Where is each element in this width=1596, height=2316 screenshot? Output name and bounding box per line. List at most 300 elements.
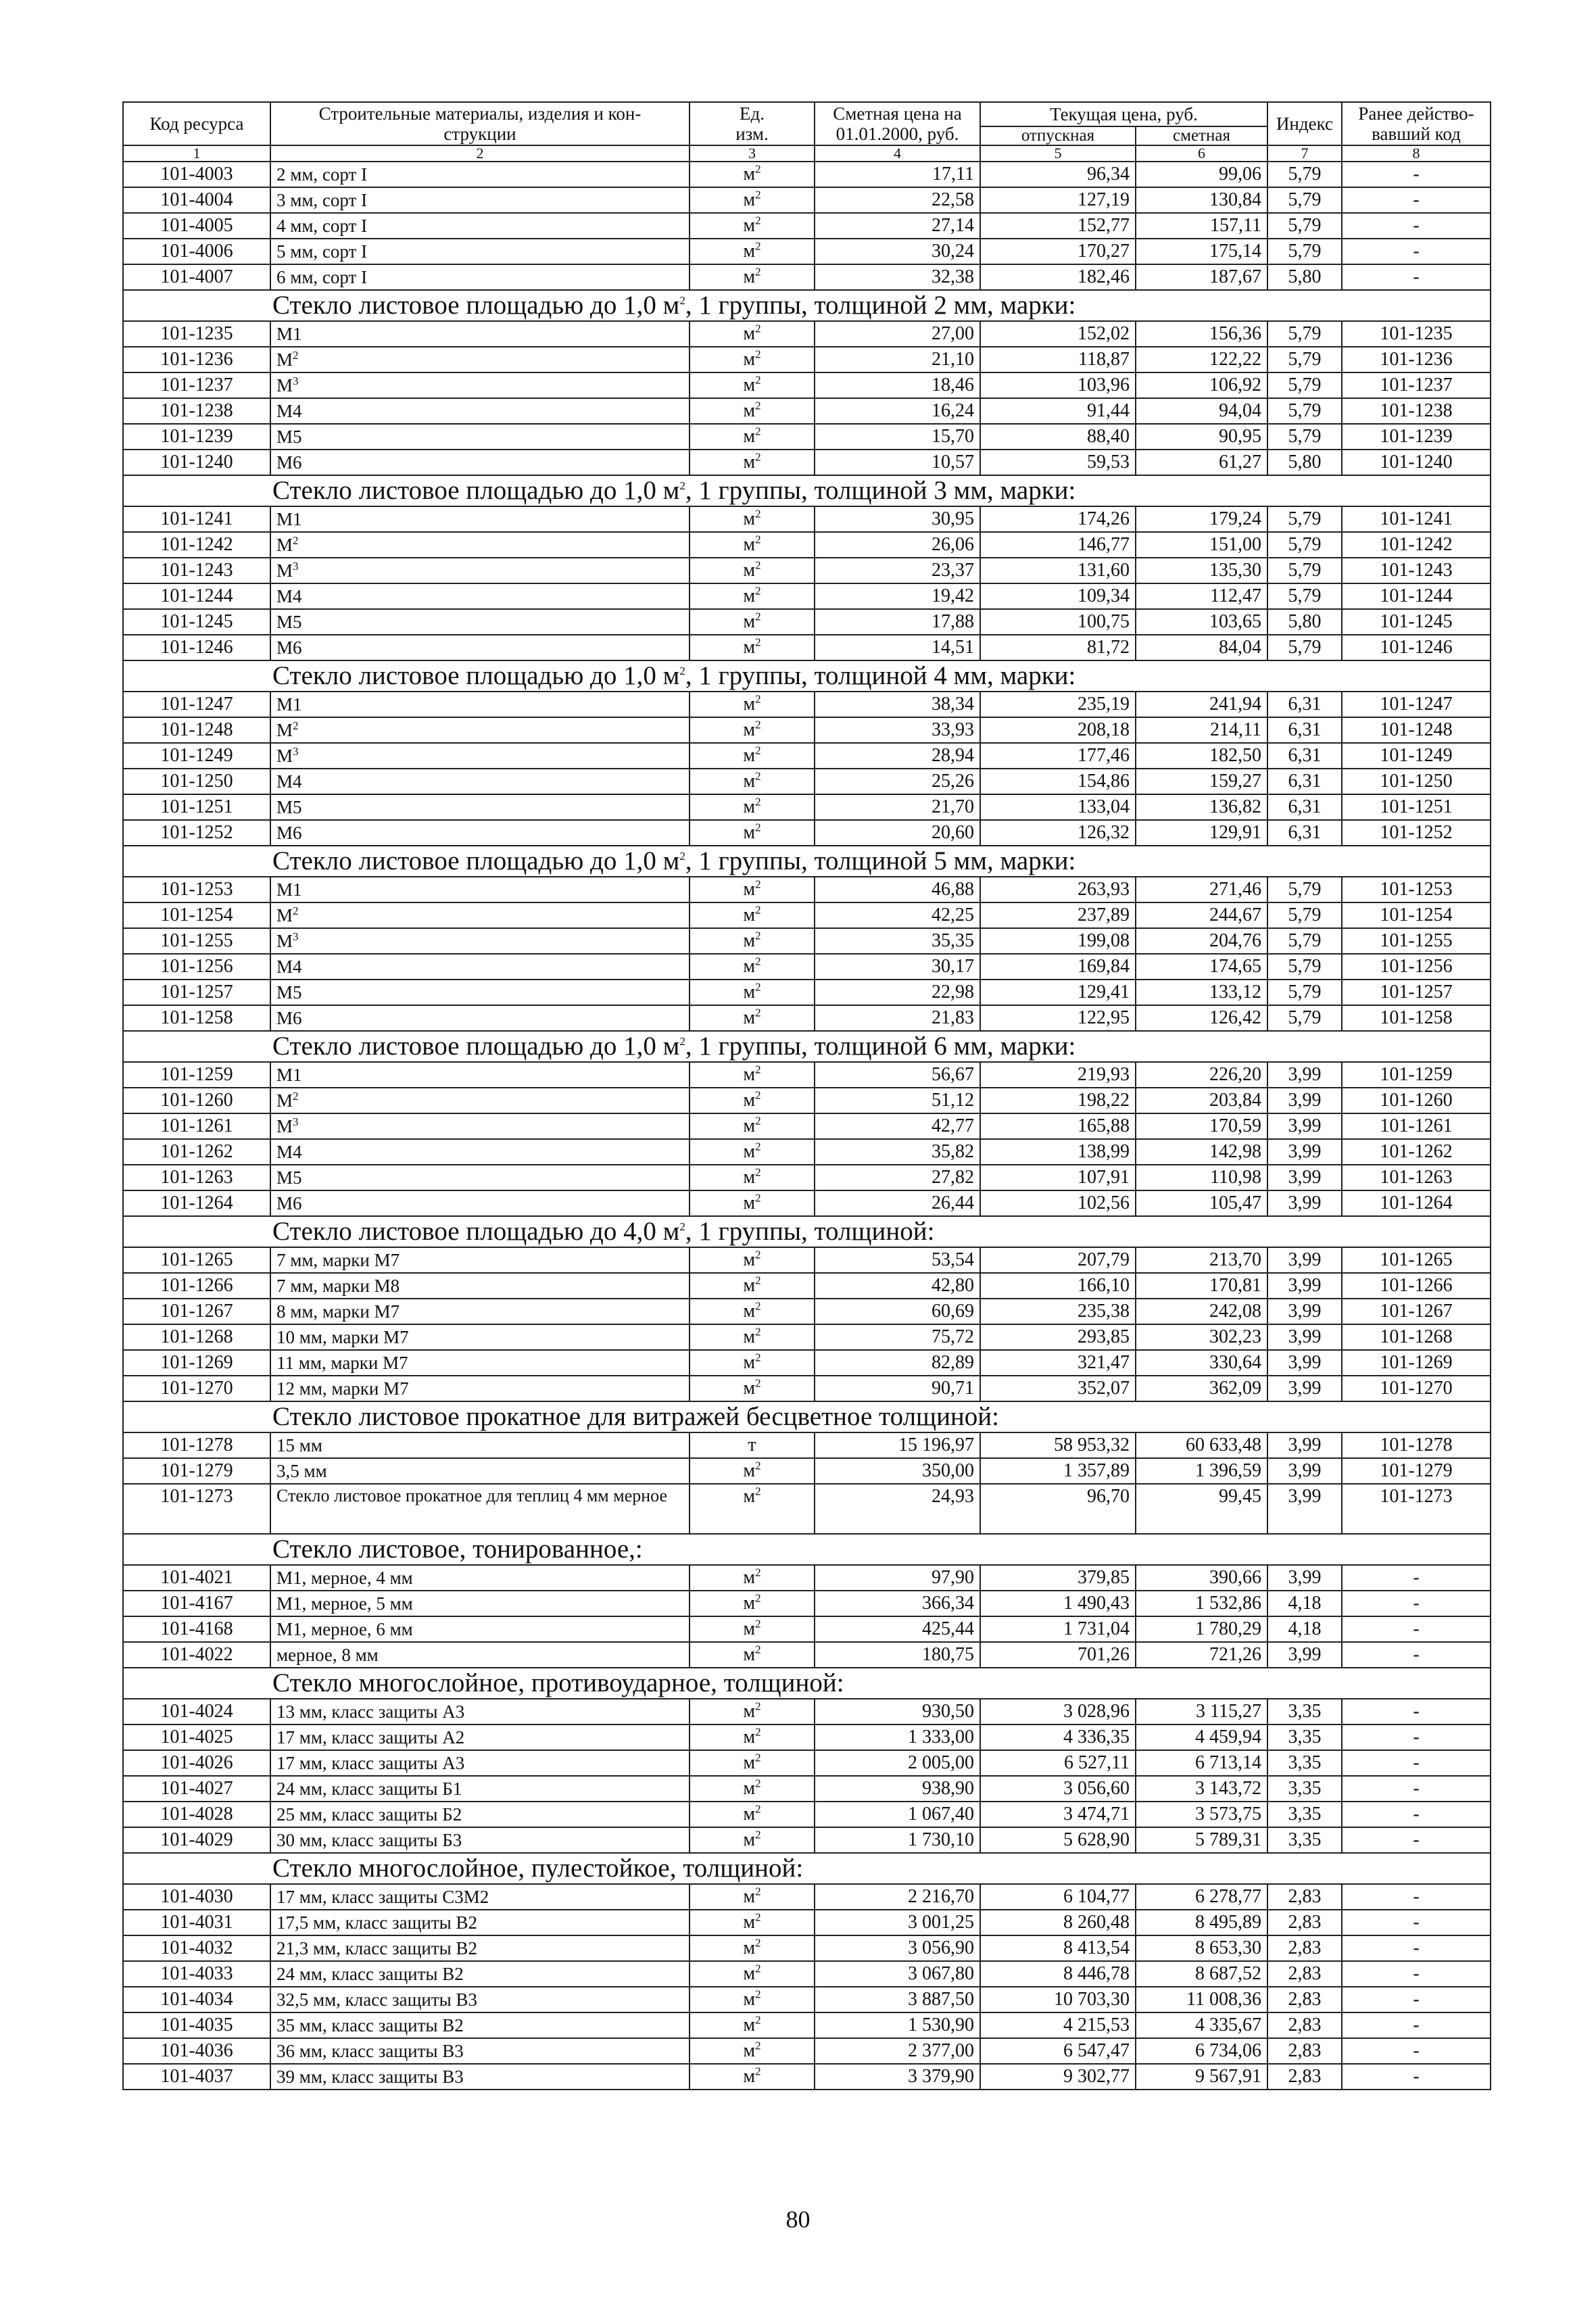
base-price: 2 005,00	[815, 1750, 980, 1776]
base-price: 2 216,70	[815, 1884, 980, 1910]
section-title	[123, 475, 1491, 506]
column-number: 3	[690, 145, 815, 162]
estimate-price: 1 780,29	[1136, 1616, 1267, 1642]
unit-superscript: 2	[755, 1802, 761, 1816]
unit-text: м	[743, 1141, 756, 1162]
material-name-text: М	[276, 1116, 293, 1136]
material-name	[270, 954, 690, 980]
table-row	[123, 1802, 1491, 1827]
estimate-price: 213,70	[1136, 1247, 1267, 1273]
section-title	[123, 846, 1491, 877]
resource-code: 101-4029	[123, 1827, 270, 1853]
estimate-price: 170,59	[1136, 1113, 1267, 1139]
section-title-text: Стекло листовое площадью до 4,0 м	[272, 1217, 680, 1246]
base-price: 97,90	[815, 1565, 980, 1591]
table-row	[123, 692, 1491, 717]
table-row	[123, 609, 1491, 635]
table-row	[123, 2012, 1491, 2038]
table-row	[123, 1432, 1491, 1458]
release-price: 81,72	[980, 635, 1136, 660]
previous-code: 101-1269	[1342, 1350, 1491, 1376]
material-name-text: М6	[276, 1008, 302, 1028]
unit-text: м	[743, 164, 756, 185]
unit-superscript: 2	[755, 1485, 761, 1498]
unit-superscript: 2	[755, 1299, 761, 1313]
unit-superscript: 2	[755, 533, 761, 546]
unit	[690, 398, 815, 424]
previous-code: -	[1342, 1827, 1491, 1853]
previous-code: -	[1342, 1802, 1491, 1827]
material-name-text: М	[276, 535, 293, 555]
table-row	[123, 1190, 1491, 1216]
header-unit-line2: изм.	[735, 124, 769, 144]
unit-text: м	[743, 1301, 756, 1322]
release-price: 131,60	[980, 558, 1136, 583]
material-name	[270, 162, 690, 187]
release-price: 138,99	[980, 1139, 1136, 1165]
table-row	[123, 980, 1491, 1005]
price-index: 2,83	[1267, 2064, 1342, 2090]
unit-superscript: 2	[755, 1063, 761, 1076]
unit-text: м	[743, 637, 756, 658]
unit-superscript: 2	[755, 558, 761, 572]
material-name-text: 7 мм, марки М8	[276, 1276, 400, 1296]
unit-text: м	[743, 1167, 756, 1188]
material-name-text: 8 мм, марки М7	[276, 1301, 400, 1322]
resource-code: 101-4034	[123, 1987, 270, 2012]
table-row	[123, 162, 1491, 187]
unit	[690, 1350, 815, 1376]
release-price: 219,93	[980, 1062, 1136, 1088]
unit	[690, 794, 815, 820]
base-price: 180,75	[815, 1642, 980, 1668]
unit	[690, 635, 815, 660]
base-price: 1 730,10	[815, 1827, 980, 1853]
previous-code: -	[1342, 1699, 1491, 1724]
material-name-text: 24 мм, класс защиты Б1	[276, 1779, 462, 1799]
section-title-text: Стекло листовое площадью до 1,0 м	[272, 846, 680, 875]
material-name-text: 3,5 мм	[276, 1461, 327, 1481]
unit-text: м	[743, 611, 756, 632]
unit-superscript: 2	[755, 1751, 761, 1764]
previous-code: 101-1279	[1342, 1458, 1491, 1484]
release-price: 10 703,30	[980, 1987, 1136, 2012]
base-price: 51,12	[815, 1088, 980, 1113]
unit-superscript: 2	[755, 955, 761, 968]
estimate-price: 151,00	[1136, 532, 1267, 558]
unit	[690, 1376, 815, 1401]
unit	[690, 2064, 815, 2090]
material-name-text: 3 мм, сорт I	[276, 190, 368, 210]
unit	[690, 239, 815, 264]
release-price: 103,96	[980, 372, 1136, 398]
material-name	[270, 1616, 690, 1642]
material-name	[270, 1165, 690, 1190]
resource-code: 101-4035	[123, 2012, 270, 2038]
estimate-price: 182,50	[1136, 743, 1267, 769]
table-row	[123, 398, 1491, 424]
price-index: 5,79	[1267, 398, 1342, 424]
table-row	[123, 1458, 1491, 1484]
material-name	[270, 532, 690, 558]
unit-superscript: 2	[755, 1191, 761, 1205]
base-price: 938,90	[815, 1776, 980, 1802]
price-index: 3,99	[1267, 1088, 1342, 1113]
estimate-price: 135,30	[1136, 558, 1267, 583]
previous-code: 101-1256	[1342, 954, 1491, 980]
section-title-text: Стекло листовое прокатное для витражей бесцветное толщиной:	[272, 1402, 1000, 1431]
base-price: 3 001,25	[815, 1910, 980, 1935]
unit	[690, 717, 815, 743]
price-index: 6,31	[1267, 717, 1342, 743]
unit-superscript: 2	[755, 584, 761, 598]
unit	[690, 321, 815, 347]
section-title-suffix: , 1 группы, толщиной 4 мм, марки:	[685, 661, 1076, 690]
release-price: 8 446,78	[980, 1961, 1136, 1987]
material-name-text: 30 мм, класс защиты Б3	[276, 1830, 462, 1850]
material-name-text: М4	[276, 401, 302, 421]
unit-text: м	[743, 2040, 756, 2061]
estimate-price: 159,27	[1136, 769, 1267, 794]
unit	[690, 1910, 815, 1935]
resource-code: 101-4033	[123, 1961, 270, 1987]
base-price: 75,72	[815, 1324, 980, 1350]
estimate-price: 187,67	[1136, 264, 1267, 290]
section-title-text: Стекло листовое площадью до 1,0 м	[272, 661, 680, 690]
material-name	[270, 980, 690, 1005]
release-price: 107,91	[980, 1165, 1136, 1190]
unit-text: м	[743, 534, 756, 555]
price-index: 3,99	[1267, 1484, 1342, 1534]
resource-code: 101-1257	[123, 980, 270, 1005]
resource-code: 101-4027	[123, 1776, 270, 1802]
release-price: 5 628,90	[980, 1827, 1136, 1853]
unit	[690, 1827, 815, 1853]
unit	[690, 1935, 815, 1961]
previous-code: -	[1342, 1961, 1491, 1987]
material-name-text: М4	[276, 586, 302, 606]
resource-code: 101-1241	[123, 506, 270, 532]
price-index: 3,35	[1267, 1699, 1342, 1724]
unit-superscript: 2	[755, 1962, 761, 1975]
unit-text: м	[743, 1007, 756, 1028]
material-name	[270, 902, 690, 928]
material-name-text: 17,5 мм, класс защиты В2	[276, 1912, 478, 1933]
price-index: 3,35	[1267, 1724, 1342, 1750]
material-name	[270, 1910, 690, 1935]
price-index: 2,83	[1267, 1961, 1342, 1987]
unit	[690, 2038, 815, 2064]
previous-code: 101-1270	[1342, 1376, 1491, 1401]
base-price: 90,71	[815, 1376, 980, 1401]
unit-text: м	[743, 822, 756, 843]
release-price: 199,08	[980, 928, 1136, 954]
material-name	[270, 1190, 690, 1216]
table-row	[123, 239, 1491, 264]
price-index: 3,99	[1267, 1432, 1342, 1458]
estimate-price: 126,42	[1136, 1005, 1267, 1031]
unit-superscript: 2	[755, 1910, 761, 1924]
unit-superscript: 2	[755, 1088, 761, 1102]
previous-code: -	[1342, 213, 1491, 239]
base-price: 425,44	[815, 1616, 980, 1642]
resource-code: 101-4032	[123, 1935, 270, 1961]
unit-text: м	[743, 1460, 756, 1481]
unit	[690, 213, 815, 239]
material-name-superscript: 3	[293, 560, 299, 573]
previous-code: 101-1243	[1342, 558, 1491, 583]
unit-text: м	[743, 1886, 756, 1907]
section-title-text: Стекло листовое, тонированное,:	[272, 1535, 643, 1564]
section-title-row	[123, 846, 1491, 877]
section-title	[123, 1216, 1491, 1247]
material-name	[270, 1350, 690, 1376]
estimate-price: 175,14	[1136, 239, 1267, 264]
material-name-text: 17 мм, класс защиты С3М2	[276, 1887, 489, 1907]
estimate-price: 203,84	[1136, 1088, 1267, 1113]
section-title	[123, 1853, 1491, 1884]
previous-code: 101-1257	[1342, 980, 1491, 1005]
previous-code: 101-1252	[1342, 820, 1491, 846]
price-index: 5,79	[1267, 954, 1342, 980]
unit-superscript: 2	[755, 2065, 761, 2078]
resource-code: 101-1256	[123, 954, 270, 980]
release-price: 122,95	[980, 1005, 1136, 1031]
base-price: 82,89	[815, 1350, 980, 1376]
resource-code: 101-1244	[123, 583, 270, 609]
base-price: 10,57	[815, 450, 980, 475]
resource-code: 101-1235	[123, 321, 270, 347]
unit	[690, 980, 815, 1005]
release-price: 96,34	[980, 162, 1136, 187]
release-price: 235,38	[980, 1299, 1136, 1324]
material-name	[270, 717, 690, 743]
material-name	[270, 1005, 690, 1031]
material-name	[270, 213, 690, 239]
price-index: 5,80	[1267, 264, 1342, 290]
release-price: 170,27	[980, 239, 1136, 264]
material-name-text: М6	[276, 823, 302, 843]
unit-superscript: 2	[755, 162, 761, 176]
previous-code: -	[1342, 1987, 1491, 2012]
unit	[690, 424, 815, 450]
unit	[690, 1062, 815, 1088]
release-price: 109,34	[980, 583, 1136, 609]
estimate-price: 130,84	[1136, 187, 1267, 213]
resource-code: 101-4026	[123, 1750, 270, 1776]
material-name-text: М	[276, 560, 293, 581]
unit-superscript: 2	[755, 877, 761, 891]
previous-code: 101-1239	[1342, 424, 1491, 450]
resource-code: 101-1250	[123, 769, 270, 794]
price-index: 5,79	[1267, 424, 1342, 450]
unit-superscript: 2	[755, 744, 761, 757]
resource-code: 101-1266	[123, 1273, 270, 1299]
unit-text: м	[743, 426, 756, 447]
previous-code: 101-1237	[1342, 372, 1491, 398]
material-name-text: М1, мерное, 5 мм	[276, 1593, 413, 1614]
release-price: 100,75	[980, 609, 1136, 635]
section-title-row	[123, 1401, 1491, 1432]
unit	[690, 928, 815, 954]
unit-superscript: 2	[755, 1459, 761, 1472]
table-row	[123, 2064, 1491, 2090]
table-row	[123, 769, 1491, 794]
table-row	[123, 1299, 1491, 1324]
material-name	[270, 583, 690, 609]
price-index: 3,99	[1267, 1273, 1342, 1299]
previous-code: 101-1248	[1342, 717, 1491, 743]
unit	[690, 1484, 815, 1534]
section-title-suffix: , 1 группы, толщиной:	[685, 1217, 935, 1246]
material-name	[270, 558, 690, 583]
unit-text: м	[743, 879, 756, 900]
unit	[690, 609, 815, 635]
previous-code: -	[1342, 162, 1491, 187]
unit-superscript: 2	[755, 1643, 761, 1656]
material-name	[270, 1139, 690, 1165]
resource-code: 101-4007	[123, 264, 270, 290]
material-name	[270, 1591, 690, 1616]
table-row	[123, 1565, 1491, 1591]
table-row	[123, 532, 1491, 558]
material-name	[270, 347, 690, 372]
base-price: 17,88	[815, 609, 980, 635]
table-row	[123, 1324, 1491, 1350]
base-price: 15 196,97	[815, 1432, 980, 1458]
estimate-price: 6 734,06	[1136, 2038, 1267, 2064]
price-index: 5,80	[1267, 609, 1342, 635]
release-price: 3 056,60	[980, 1776, 1136, 1802]
column-number: 1	[123, 145, 270, 162]
previous-code: 101-1246	[1342, 635, 1491, 660]
material-name	[270, 450, 690, 475]
table-row	[123, 1247, 1491, 1273]
resource-code: 101-4006	[123, 239, 270, 264]
unit	[690, 1247, 815, 1273]
unit-superscript: 2	[755, 718, 761, 731]
material-name	[270, 1299, 690, 1324]
release-price: 701,26	[980, 1642, 1136, 1668]
unit-superscript: 2	[755, 795, 761, 809]
previous-code: 101-1235	[1342, 321, 1491, 347]
resource-code: 101-1247	[123, 692, 270, 717]
price-index: 5,79	[1267, 213, 1342, 239]
resource-code: 101-1263	[123, 1165, 270, 1190]
unit-text: м	[743, 1275, 756, 1296]
resource-code: 101-4167	[123, 1591, 270, 1616]
release-price: 6 527,11	[980, 1750, 1136, 1776]
resource-code: 101-1262	[123, 1139, 270, 1165]
estimate-price: 6 278,77	[1136, 1884, 1267, 1910]
resource-code: 101-4037	[123, 2064, 270, 2090]
release-price: 208,18	[980, 717, 1136, 743]
material-name	[270, 1961, 690, 1987]
base-price: 60,69	[815, 1299, 980, 1324]
table-header	[123, 102, 1491, 162]
material-name	[270, 928, 690, 954]
material-name-text: 35 мм, класс защиты В2	[276, 2015, 464, 2035]
section-title-row	[123, 1534, 1491, 1565]
base-price: 19,42	[815, 583, 980, 609]
unit-text: м	[743, 982, 756, 1003]
material-name	[270, 743, 690, 769]
table-row	[123, 321, 1491, 347]
unit-text: м	[743, 560, 756, 581]
section-title-superscript: 2	[679, 294, 685, 307]
price-index: 3,35	[1267, 1827, 1342, 1853]
estimate-price: 110,98	[1136, 1165, 1267, 1190]
table-row	[123, 635, 1491, 660]
unit-text: м	[743, 266, 756, 287]
section-title-text: Стекло листовое площадью до 1,0 м	[272, 476, 680, 505]
unit	[690, 1324, 815, 1350]
release-price: 237,89	[980, 902, 1136, 928]
table-row	[123, 1724, 1491, 1750]
previous-code: 101-1273	[1342, 1484, 1491, 1534]
price-index: 3,99	[1267, 1247, 1342, 1273]
material-name-text: 2 мм, сорт I	[276, 164, 368, 185]
unit-text: м	[743, 508, 756, 529]
unit-text: м	[743, 1567, 756, 1588]
base-price: 1 333,00	[815, 1724, 980, 1750]
resource-code: 101-4003	[123, 162, 270, 187]
unit-text: т	[748, 1434, 756, 1455]
estimate-price: 6 713,14	[1136, 1750, 1267, 1776]
resource-code: 101-4031	[123, 1910, 270, 1935]
previous-code: 101-1262	[1342, 1139, 1491, 1165]
unit	[690, 1088, 815, 1113]
table-row	[123, 1139, 1491, 1165]
base-price: 350,00	[815, 1458, 980, 1484]
table-row	[123, 347, 1491, 372]
previous-code: 101-1255	[1342, 928, 1491, 954]
unit-superscript: 2	[755, 239, 761, 253]
base-price: 27,00	[815, 321, 980, 347]
unit-text: м	[743, 1804, 756, 1825]
table-row	[123, 877, 1491, 902]
unit-superscript: 2	[755, 1699, 761, 1713]
section-title-suffix: , 1 группы, толщиной 3 мм, марки:	[685, 476, 1076, 505]
material-name	[270, 635, 690, 660]
material-name-text: М1	[276, 694, 302, 715]
release-price: 174,26	[980, 506, 1136, 532]
section-title-superscript: 2	[679, 665, 685, 677]
base-price: 38,34	[815, 692, 980, 717]
material-name-superscript: 2	[293, 719, 299, 732]
unit-text: м	[743, 1937, 756, 1958]
material-name	[270, 769, 690, 794]
unit	[690, 820, 815, 846]
estimate-price: 103,65	[1136, 609, 1267, 635]
estimate-price: 330,64	[1136, 1350, 1267, 1376]
unit	[690, 1565, 815, 1591]
estimate-price: 105,47	[1136, 1190, 1267, 1216]
base-price: 21,83	[815, 1005, 980, 1031]
previous-code: 101-1267	[1342, 1299, 1491, 1324]
previous-code: 101-1244	[1342, 583, 1491, 609]
unit	[690, 583, 815, 609]
unit-text: м	[743, 1249, 756, 1270]
header-unit	[690, 102, 815, 145]
estimate-price: 721,26	[1136, 1642, 1267, 1668]
base-price: 42,25	[815, 902, 980, 928]
material-name-text: 10 мм, марки М7	[276, 1327, 409, 1347]
material-name-text: 39 мм, класс защиты В3	[276, 2067, 464, 2087]
base-price: 30,24	[815, 239, 980, 264]
price-index: 3,99	[1267, 1642, 1342, 1668]
previous-code: -	[1342, 1884, 1491, 1910]
